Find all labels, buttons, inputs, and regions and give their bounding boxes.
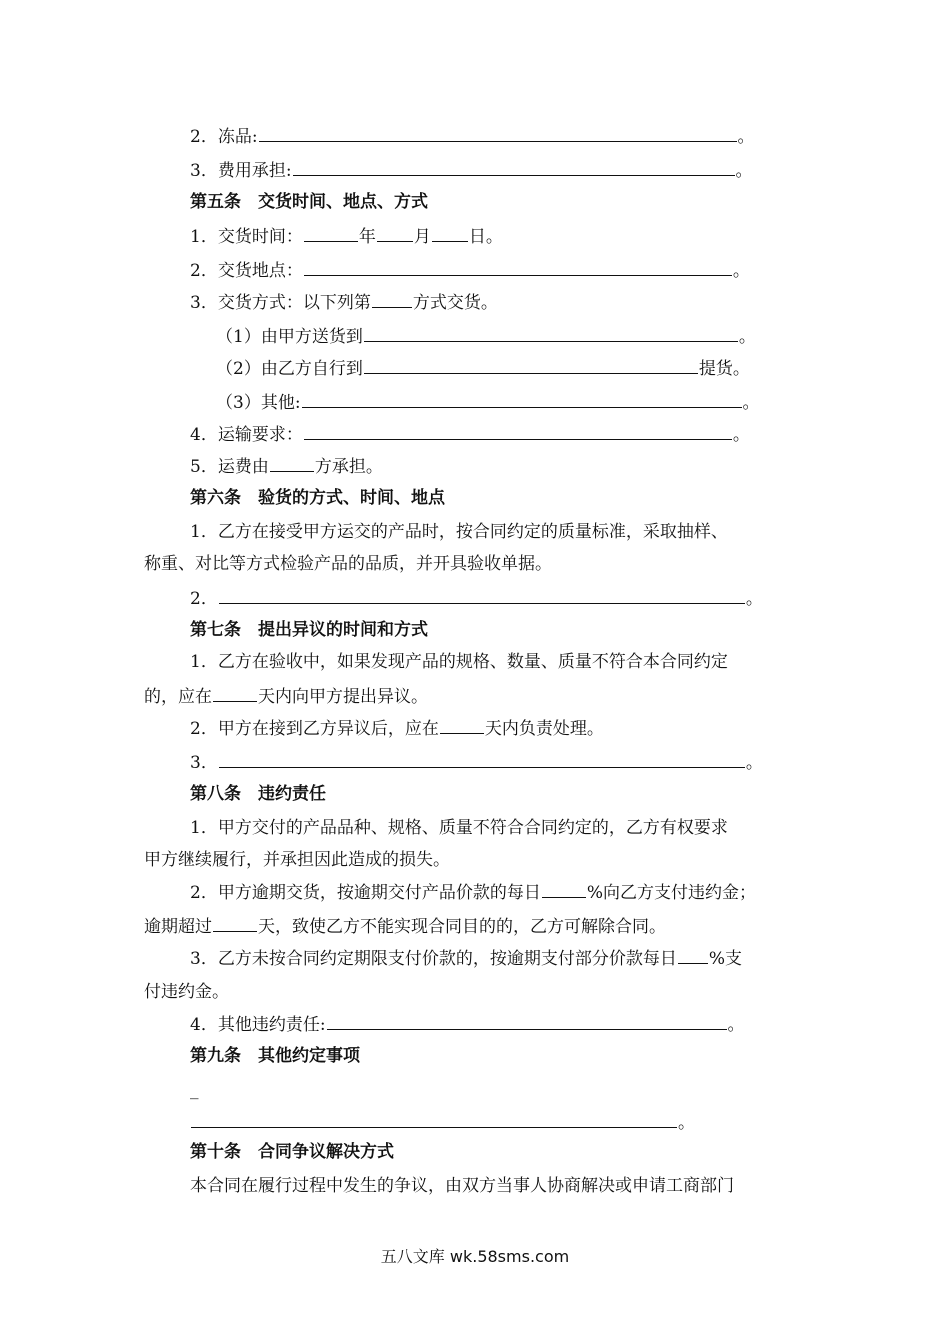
item-end: 。 bbox=[732, 425, 750, 445]
item-label: 2．甲方在接到乙方异议后，应在 bbox=[190, 719, 439, 739]
item-label: 2．交货地点： bbox=[190, 261, 303, 281]
paragraph-line: 称重、对比等方式检验产品的品质，并开具验收单据。 bbox=[144, 554, 552, 574]
item-end: 。 bbox=[738, 327, 756, 347]
blank-month bbox=[377, 224, 413, 242]
item-label: 3．费用承担: bbox=[190, 161, 292, 181]
subitem-3 bbox=[216, 390, 760, 415]
item-label: （1）由甲方送货到 bbox=[216, 327, 363, 347]
item-cost-bearing bbox=[190, 158, 753, 183]
blank-line bbox=[219, 586, 745, 604]
item-objection-days bbox=[144, 684, 428, 709]
year-label: 年 bbox=[358, 227, 376, 247]
article-10-heading: 第十条 合同争议解决方式 bbox=[190, 1142, 394, 1162]
paragraph-line: 甲方继续履行，并承担因此造成的损失。 bbox=[144, 850, 450, 870]
item-label: 2． bbox=[190, 589, 218, 609]
item-end: 。 bbox=[742, 393, 760, 413]
month-label: 月 bbox=[413, 227, 431, 247]
item-end: 方式交货。 bbox=[412, 293, 498, 313]
item-label: 3．乙方未按合同约定期限支付价款的，按逾期支付部分价款每日 bbox=[190, 949, 677, 969]
blank-line bbox=[191, 1110, 677, 1128]
item-other-liability bbox=[190, 1012, 745, 1037]
paragraph-line: 本合同在履行过程中发生的争议，由双方当事人协商解决或申请工商部门 bbox=[190, 1176, 734, 1196]
article-8-heading: 第八条 违约责任 bbox=[190, 784, 326, 804]
item-end: 。 bbox=[678, 1113, 695, 1133]
item-delivery-method bbox=[190, 290, 498, 315]
item-freight bbox=[190, 454, 383, 479]
blank-line bbox=[327, 1012, 727, 1030]
item-end: 。 bbox=[727, 1015, 745, 1035]
item-end: 。 bbox=[737, 127, 755, 147]
underscore-mark: _ bbox=[190, 1080, 199, 1100]
blank-line bbox=[304, 258, 732, 276]
item-end: %向乙方支付违约金； bbox=[586, 883, 756, 903]
blank-short bbox=[542, 880, 586, 898]
blank-line bbox=[293, 158, 735, 176]
item-label: 3． bbox=[190, 753, 218, 773]
item-label: 1．交货时间： bbox=[190, 227, 303, 247]
blank-line bbox=[304, 422, 732, 440]
paragraph-line: 1．甲方交付的产品品种、规格、质量不符合合同约定的，乙方有权要求 bbox=[190, 818, 728, 838]
item-label: 2．甲方逾期交货，按逾期交付产品价款的每日 bbox=[190, 883, 541, 903]
blank-line bbox=[364, 356, 698, 374]
blank-short bbox=[440, 716, 484, 734]
watermark-footer: 五八文库 wk.58sms.com bbox=[380, 1247, 570, 1266]
item-handle-days bbox=[190, 716, 604, 741]
subitem-1 bbox=[216, 324, 756, 349]
day-label: 日。 bbox=[468, 227, 503, 247]
blank-line bbox=[259, 124, 737, 142]
item-label: 4．其他违约责任: bbox=[190, 1015, 326, 1035]
item-label: （3）其他: bbox=[216, 393, 301, 413]
blank-short bbox=[678, 946, 708, 964]
item-delivery-place bbox=[190, 258, 750, 283]
item-inspection-2 bbox=[190, 586, 763, 611]
item-label: 3．交货方式：以下列第 bbox=[190, 293, 371, 313]
subitem-2 bbox=[216, 356, 750, 381]
item-end: 。 bbox=[732, 261, 750, 281]
paragraph-line: 1．乙方在接受甲方运交的产品时，按合同约定的质量标准，采取抽样、 bbox=[190, 522, 728, 542]
item-end: 。 bbox=[735, 161, 753, 181]
item-late-payment bbox=[190, 946, 742, 971]
article-9-heading: 第九条 其他约定事项 bbox=[190, 1046, 360, 1066]
item-frozen-goods bbox=[190, 124, 755, 149]
article-6-heading: 第六条 验货的方式、时间、地点 bbox=[190, 488, 445, 508]
item-end: %支 bbox=[708, 949, 742, 969]
item-label: 4．运输要求： bbox=[190, 425, 303, 445]
item-late-delivery bbox=[190, 880, 756, 905]
item-objection-3 bbox=[190, 750, 763, 775]
blank-short bbox=[270, 454, 314, 472]
blank-short bbox=[372, 290, 412, 308]
item-end: 。 bbox=[745, 753, 763, 773]
blank-line bbox=[302, 390, 742, 408]
blank-short bbox=[213, 914, 257, 932]
item-label: （2）由乙方自行到 bbox=[216, 359, 363, 379]
article-5-heading: 第五条 交货时间、地点、方式 bbox=[190, 192, 428, 212]
paragraph-line: 付违约金。 bbox=[144, 982, 229, 1002]
item-end: 天内负责处理。 bbox=[484, 719, 604, 739]
blank-day bbox=[432, 224, 468, 242]
blank-short bbox=[213, 684, 257, 702]
item-other-matters bbox=[190, 1110, 695, 1135]
item-delivery-time bbox=[190, 224, 503, 249]
item-overdue-days bbox=[144, 914, 666, 939]
item-end: 天内向甲方提出异议。 bbox=[258, 687, 428, 707]
item-end: 。 bbox=[745, 589, 763, 609]
item-end: 天，致使乙方不能实现合同目的的，乙方可解除合同。 bbox=[258, 917, 666, 937]
item-label: 的，应在 bbox=[144, 687, 212, 707]
item-end: 方承担。 bbox=[314, 457, 383, 477]
paragraph-line: 1．乙方在验收中，如果发现产品的规格、数量、质量不符合本合同约定 bbox=[190, 652, 728, 672]
blank-line bbox=[364, 324, 738, 342]
article-7-heading: 第七条 提出异议的时间和方式 bbox=[190, 620, 428, 640]
item-transport bbox=[190, 422, 750, 447]
item-label: 2．冻品: bbox=[190, 127, 258, 147]
item-label: 5．运费由 bbox=[190, 457, 269, 477]
item-end: 提货。 bbox=[698, 359, 750, 379]
blank-line bbox=[219, 750, 745, 768]
blank-year bbox=[304, 224, 358, 242]
item-label: 逾期超过 bbox=[144, 917, 212, 937]
